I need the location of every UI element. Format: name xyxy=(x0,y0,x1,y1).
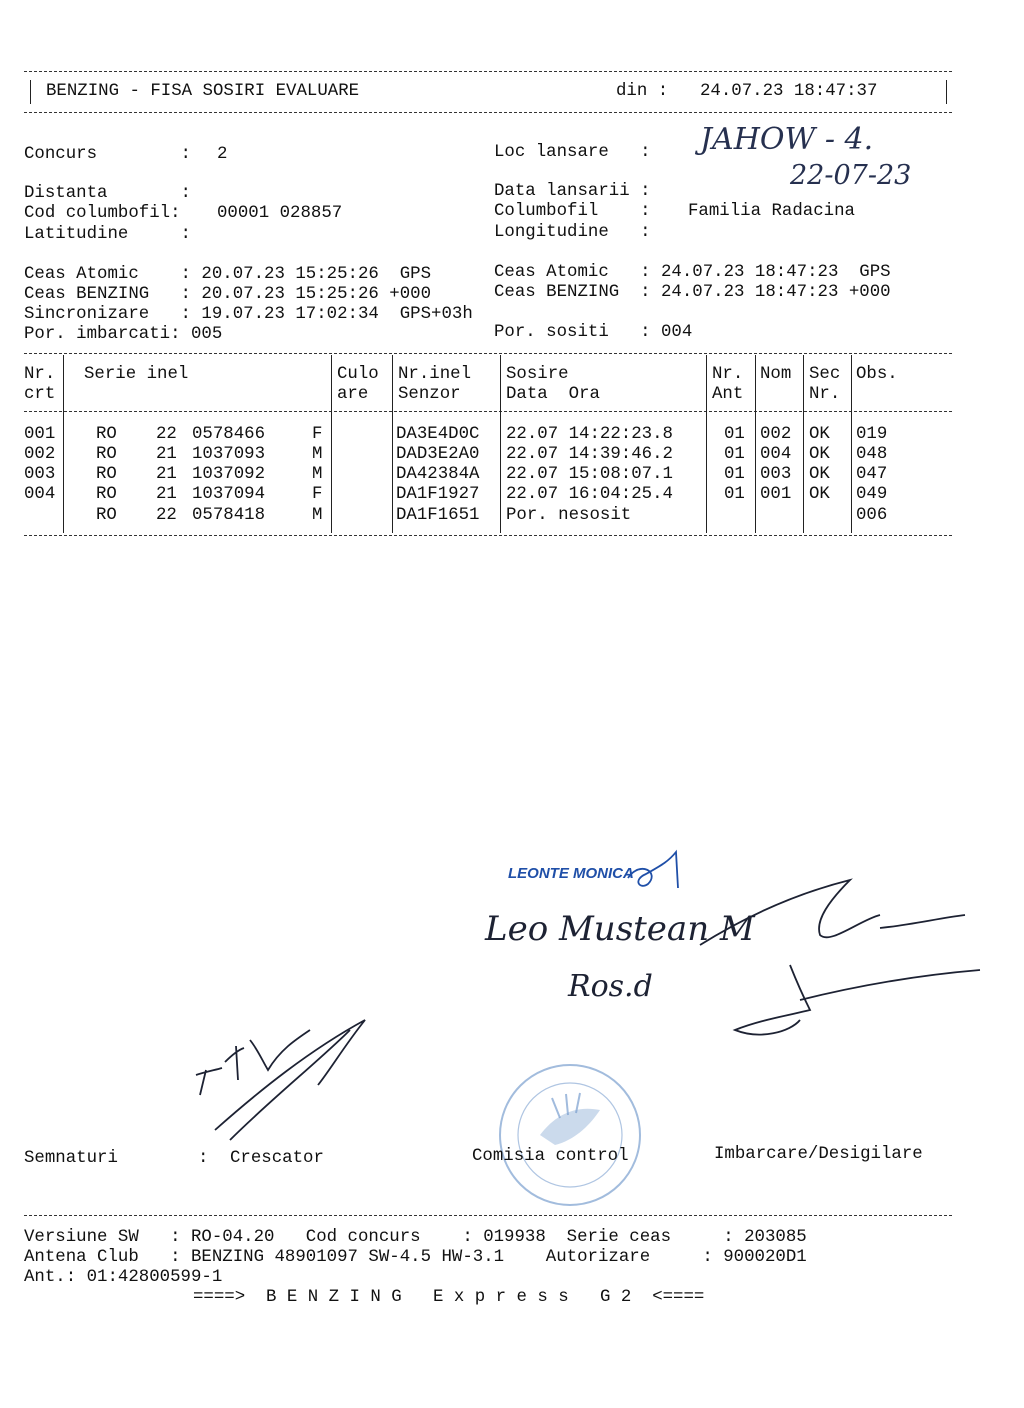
col-obs-header: Obs. xyxy=(856,365,898,384)
loc-lansare-label: Loc lansare : xyxy=(494,143,651,162)
cod-columbofil-label: Cod columbofil: xyxy=(24,204,181,223)
ceas-atomic-left: Ceas Atomic : 20.07.23 15:25:26 GPS xyxy=(24,265,432,284)
concurs-value: 2 xyxy=(217,145,228,164)
data-lansarii-handwritten: 22-07-23 xyxy=(790,160,912,191)
handwritten-signature-1: Leo Mustean M xyxy=(485,909,755,949)
col-ant-header: Nr. xyxy=(712,365,744,384)
report-date-label: din : xyxy=(616,82,669,101)
ceas-atomic-right: Ceas Atomic : 24.07.23 18:47:23 GPS xyxy=(494,263,891,282)
stamp-scribble xyxy=(628,852,678,888)
cod-columbofil-value: 00001 028857 xyxy=(217,204,343,223)
columbofil-value: Familia Radacina xyxy=(688,202,855,221)
col-senzor-header-2: Senzor xyxy=(398,385,461,404)
ceas-benzing-left: Ceas BENZING : 20.07.23 15:25:26 +000 xyxy=(24,285,432,304)
longitudine-label: Longitudine : xyxy=(494,223,651,242)
col-sec-header-2: Nr. xyxy=(809,385,841,404)
semnaturi-label: Semnaturi xyxy=(24,1149,118,1168)
crescator-signature xyxy=(196,1020,365,1140)
col-nr-header: Nr. xyxy=(24,365,56,384)
stamp-name: LEONTE MONICA xyxy=(508,865,634,882)
comisia-control-label: Comisia control xyxy=(472,1147,629,1166)
col-ant-header-2: Ant xyxy=(712,385,744,404)
col-sosire-header: Sosire xyxy=(506,365,569,384)
footer-border xyxy=(24,1215,952,1216)
col-sosire-header-2: Data Ora xyxy=(506,385,600,404)
porumbei-imbarcati: Por. imbarcati: 005 xyxy=(24,325,223,344)
ceas-benzing-right: Ceas BENZING : 24.07.23 18:47:23 +000 xyxy=(494,283,891,302)
col-crt-header: crt xyxy=(24,385,56,404)
handwritten-signature-2: Ros.d xyxy=(568,969,653,1004)
imbarcare-label: Imbarcare/Desigilare xyxy=(714,1145,923,1164)
col-nom-header: Nom xyxy=(760,365,792,384)
latitudine-label: Latitudine : xyxy=(24,225,191,244)
col-serie-header: Serie inel xyxy=(84,365,189,384)
report-title: BENZING - FISA SOSIRI EVALUARE xyxy=(46,82,360,101)
footer-line-2: Antena Club : BENZING 48901097 SW-4.5 HW-3.1 Autorizare : 900020D1 xyxy=(24,1248,807,1267)
data-lansarii-label: Data lansarii : xyxy=(494,182,651,201)
commission-signatures xyxy=(700,880,980,1035)
distanta-label: Distanta : xyxy=(24,184,191,203)
crescator-label: Crescator xyxy=(230,1149,324,1168)
porumbei-sositi: Por. sositi : 004 xyxy=(494,323,693,342)
loc-lansare-handwritten: JAHOW - 4. xyxy=(700,122,874,157)
concurs-label: Concurs : xyxy=(24,145,191,164)
col-sec-header: Sec xyxy=(809,365,841,384)
sincronizare: Sincronizare : 19.07.23 17:02:34 GPS+03h xyxy=(24,305,473,324)
footer-line-3: Ant.: 01:42800599-1 xyxy=(24,1268,223,1287)
columbofil-label: Columbofil : xyxy=(494,202,651,221)
col-senzor-header: Nr.inel xyxy=(398,365,472,384)
footer-line-1: Versiune SW : RO-04.20 Cod concurs : 019938 Serie ceas : 203085 xyxy=(24,1228,807,1247)
col-culoare-header: Culo xyxy=(337,365,379,384)
semnaturi-colon: : xyxy=(198,1149,209,1168)
footer-brand: ====> B E N Z I N G E x p r e s s G 2 <==== xyxy=(193,1288,705,1307)
col-culoare-header-2: are xyxy=(337,385,369,404)
report-date: 24.07.23 18:47:37 xyxy=(700,82,878,101)
round-stamp xyxy=(500,1065,640,1205)
